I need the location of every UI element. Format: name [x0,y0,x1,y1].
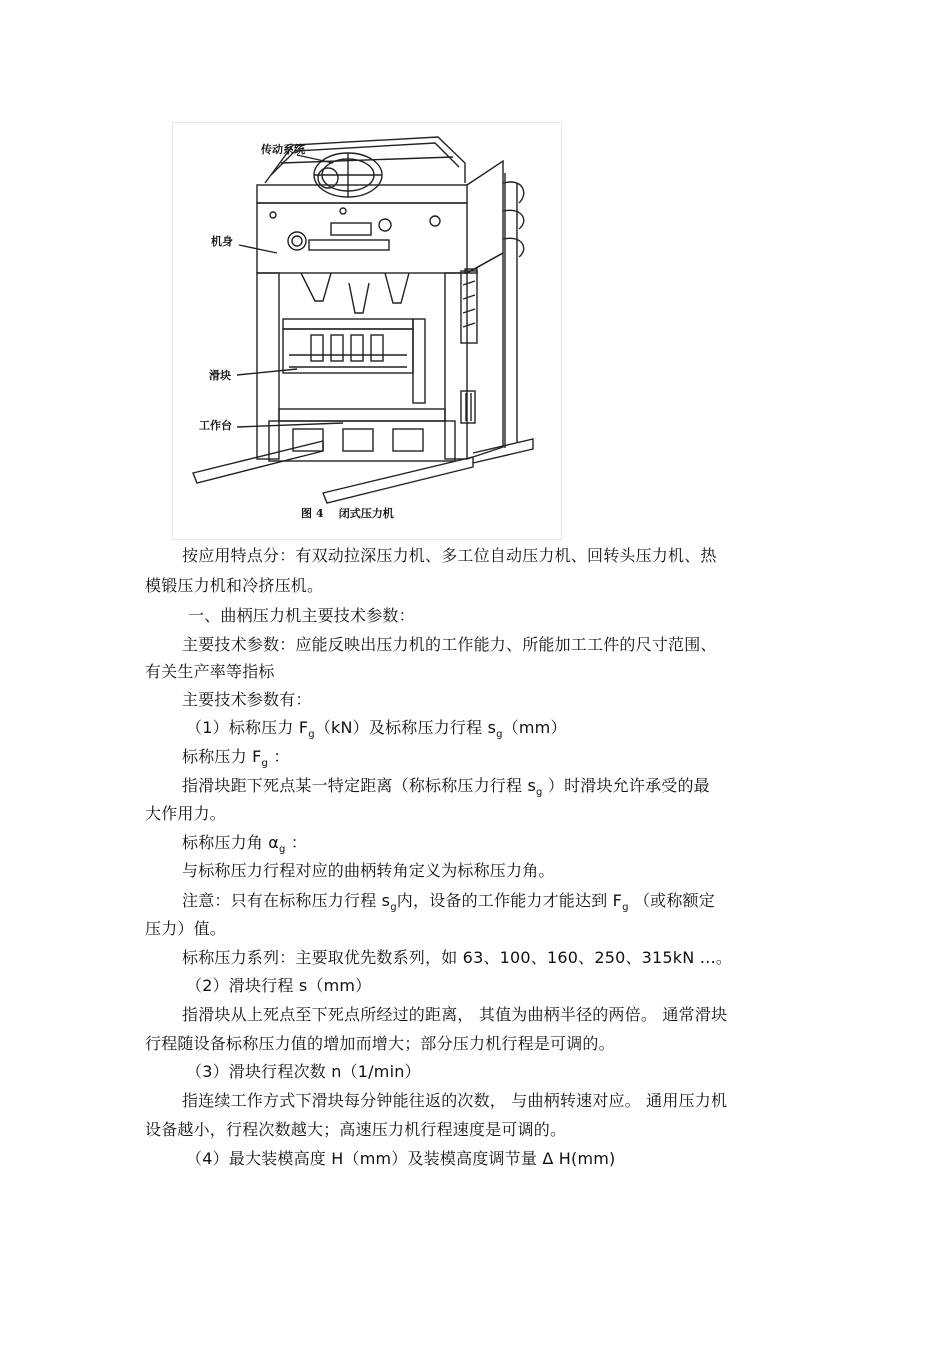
param-2-heading: （2）滑块行程 s（mm） [186,976,372,995]
text-line-20: 指连续工作方式下滑块每分钟能往返的次数， 与曲柄转速对应。 通用压力机 [182,1091,728,1110]
text-line-18: 行程随设备标称压力值的增加而增大；部分压力机行程是可调的。 [145,1034,615,1053]
text-line-14: 压力）值。 [145,919,227,938]
text-line-21: 设备越小，行程次数越大；高速压力机行程速度是可调的。 [145,1120,567,1139]
text-line-6: 主要技术参数有： [182,690,312,709]
nominal-force-definition: 指滑块距下死点某一特定距离（称标称压力行程 $s_g$ ）时滑块允许承受的最 [182,776,710,798]
label-slider: 滑块 [209,369,231,382]
nominal-angle-term: 标称压力角 $\alpha_g$ ： [182,833,308,855]
text-line-1: 按应用特点分：有双动拉深压力机、多工位自动压力机、回转头压力机、热 [182,546,717,565]
text-line-2: 模锻压力机和冷挤压机。 [145,576,324,595]
label-drive-system: 传动系统 [261,143,305,156]
param-4-heading: （4）最大装模高度 H（mm）及装模高度调节量 Δ H(mm) [186,1149,616,1168]
text-line-12: 与标称压力行程对应的曲柄转角定义为标称压力角。 [182,861,555,880]
text-line-17: 指滑块从上死点至下死点所经过的距离， 其值为曲柄半径的两倍。 通常滑块 [182,1005,728,1024]
param-1-heading: （1）标称压力 $F_g(kN)$及标称压力行程 $s_g(mm)$ [186,718,567,740]
label-frame: 机身 [211,235,233,248]
figure-caption: 图 4 闭式压力机 [301,507,394,520]
param-3-heading: （3）滑块行程次数 n（1/min） [186,1062,421,1081]
closed-press-drawing [173,123,561,539]
text-line-4: 主要技术参数：应能反映出压力机的工作能力、所能加工工件的尺寸范围、 [182,635,717,654]
section-heading: 一、曲柄压力机主要技术参数： [188,606,415,625]
press-figure [172,122,562,540]
text-line-5: 有关生产率等指标 [145,662,275,681]
text-line-15: 标称压力系列：主要取优先数系列，如 63、100、160、250、315kN …。 [182,948,733,967]
note-line: 注意：只有在标称压力行程 $s_g$内，设备的工作能力才能达到 $F_g$ （或称额定 [182,891,715,913]
nominal-force-term: 标称压力 $F_g$ ： [182,747,290,769]
text-line-10: 大作用力。 [145,804,227,823]
label-worktable: 工作台 [199,419,232,432]
